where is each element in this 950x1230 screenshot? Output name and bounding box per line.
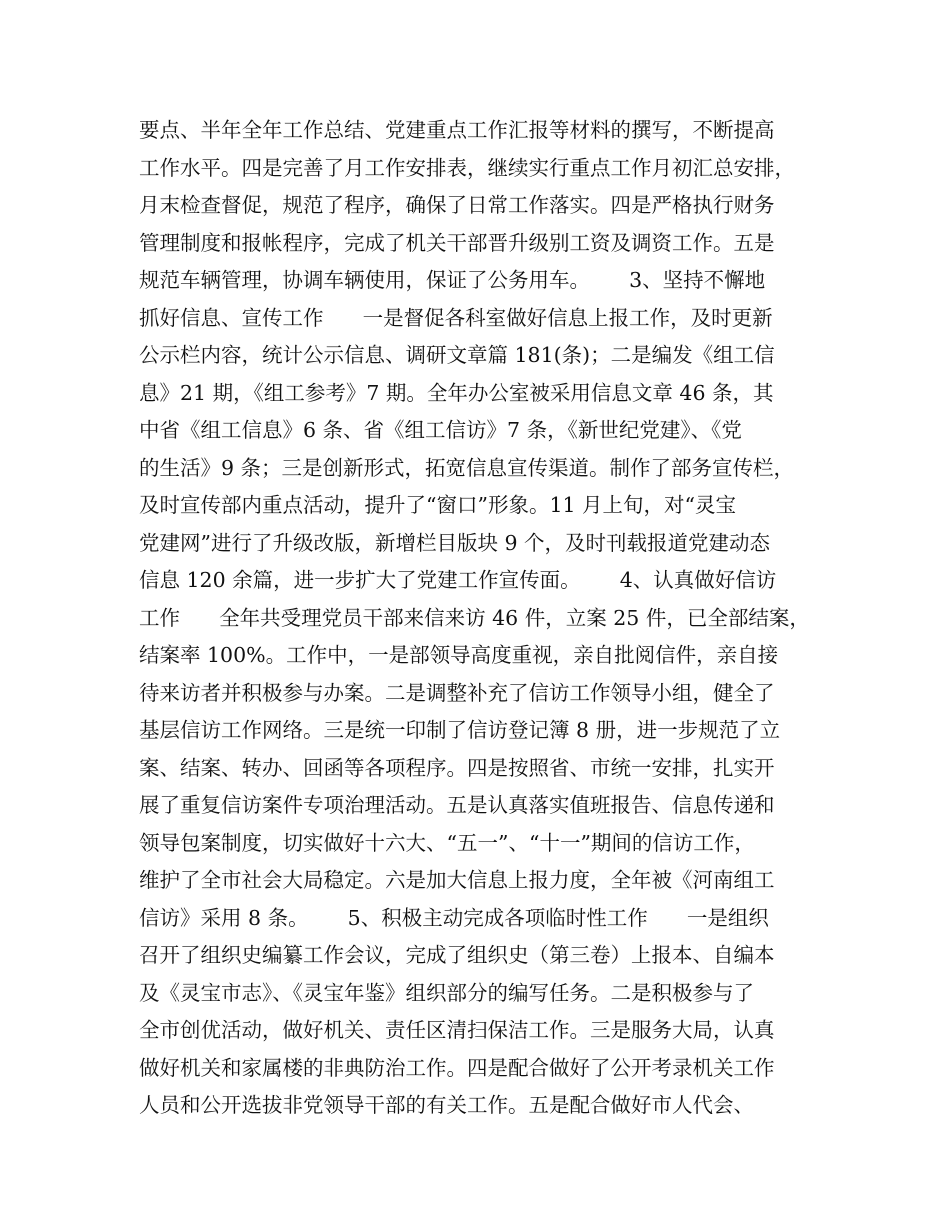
text-line: 人员和公开选拔非党领导干部的有关工作。五是配合做好市人代会、 (139, 1093, 754, 1117)
text-line: 全市创优活动，做好机关、责任区清扫保洁工作。三是服务大局，认真 (139, 1018, 775, 1042)
text-line: 及时宣传部内重点活动，提升了“窗口”形象。11 月上旬，对“灵宝 (139, 493, 737, 517)
text-line: 抓好信息、宣传工作 一是督促各科室做好信息上报工作，及时更新 (139, 305, 773, 330)
text-line: 案、结案、转办、回函等各项程序。四是按照省、市统一安排，扎实开 (139, 755, 775, 780)
text-line: 管理制度和报帐程序，完成了机关干部晋升级别工资及调资工作。五是 (139, 230, 775, 255)
text-line: 中省《组工信息》6 条、省《组工信访》7 条，《新世纪党建》、《党 (139, 418, 742, 442)
text-line: 月末检查督促，规范了程序，确保了日常工作落实。四是严格执行财务 (139, 193, 775, 217)
text-line: 党建网”进行了升级改版，新增栏目版块 9 个，及时刊载报道党建动态 (139, 530, 771, 555)
text-line: 工作水平。四是完善了月工作安排表，继续实行重点工作月初汇总安排， (139, 155, 795, 180)
text-line: 公示栏内容，统计公示信息、调研文章篇 181(条)；二是编发《组工信 (139, 343, 775, 367)
text-line: 要点、半年全年工作总结、党建重点工作汇报等材料的撰写，不断提高 (139, 118, 775, 142)
text-line: 召开了组织史编纂工作会议，完成了组织史（第三卷）上报本、自编本 (139, 943, 775, 967)
text-line: 做好机关和家属楼的非典防治工作。四是配合做好了公开考录机关工作 (139, 1055, 775, 1080)
text-line: 信息 120 余篇，进一步扩大了党建工作宣传面。 4、认真做好信访 (139, 568, 777, 592)
text-line: 展了重复信访案件专项治理活动。五是认真落实值班报告、信息传递和 (139, 793, 775, 817)
text-line: 领导包案制度，切实做好十六大、“五一”、“十一”期间的信访工作， (139, 830, 755, 855)
text-line: 待来访者并积极参与办案。二是调整补充了信访工作领导小组，健全了 (139, 680, 775, 705)
text-line: 及《灵宝市志》、《灵宝年鉴》组织部分的编写任务。二是积极参与了 (139, 980, 754, 1005)
text-line: 结案率 100%。工作中，一是部领导高度重视，亲自批阅信件，亲自接 (139, 643, 779, 667)
text-line: 的生活》9 条；三是创新形式，拓宽信息宣传渠道。制作了部务宣传栏， (139, 455, 795, 480)
text-line: 信访》采用 8 条。 5、积极主动完成各项临时性工作 一是组织 (139, 905, 769, 930)
text-line: 息》21 期，《组工参考》7 期。全年办公室被采用信息文章 46 条，其 (139, 380, 774, 405)
text-line: 维护了全市社会大局稳定。六是加大信息上报力度，全年被《河南组工 (139, 868, 775, 892)
body-text (139, 112, 829, 1125)
text-line: 工作 全年共受理党员干部来信来访 46 件，立案 25 件，已全部结案， (139, 605, 810, 630)
text-line: 规范车辆管理，协调车辆使用，保证了公务用车。 3、坚持不懈地 (139, 268, 766, 292)
text-line: 基层信访工作网络。三是统一印制了信访登记簿 8 册，进一步规范了立 (139, 718, 781, 742)
